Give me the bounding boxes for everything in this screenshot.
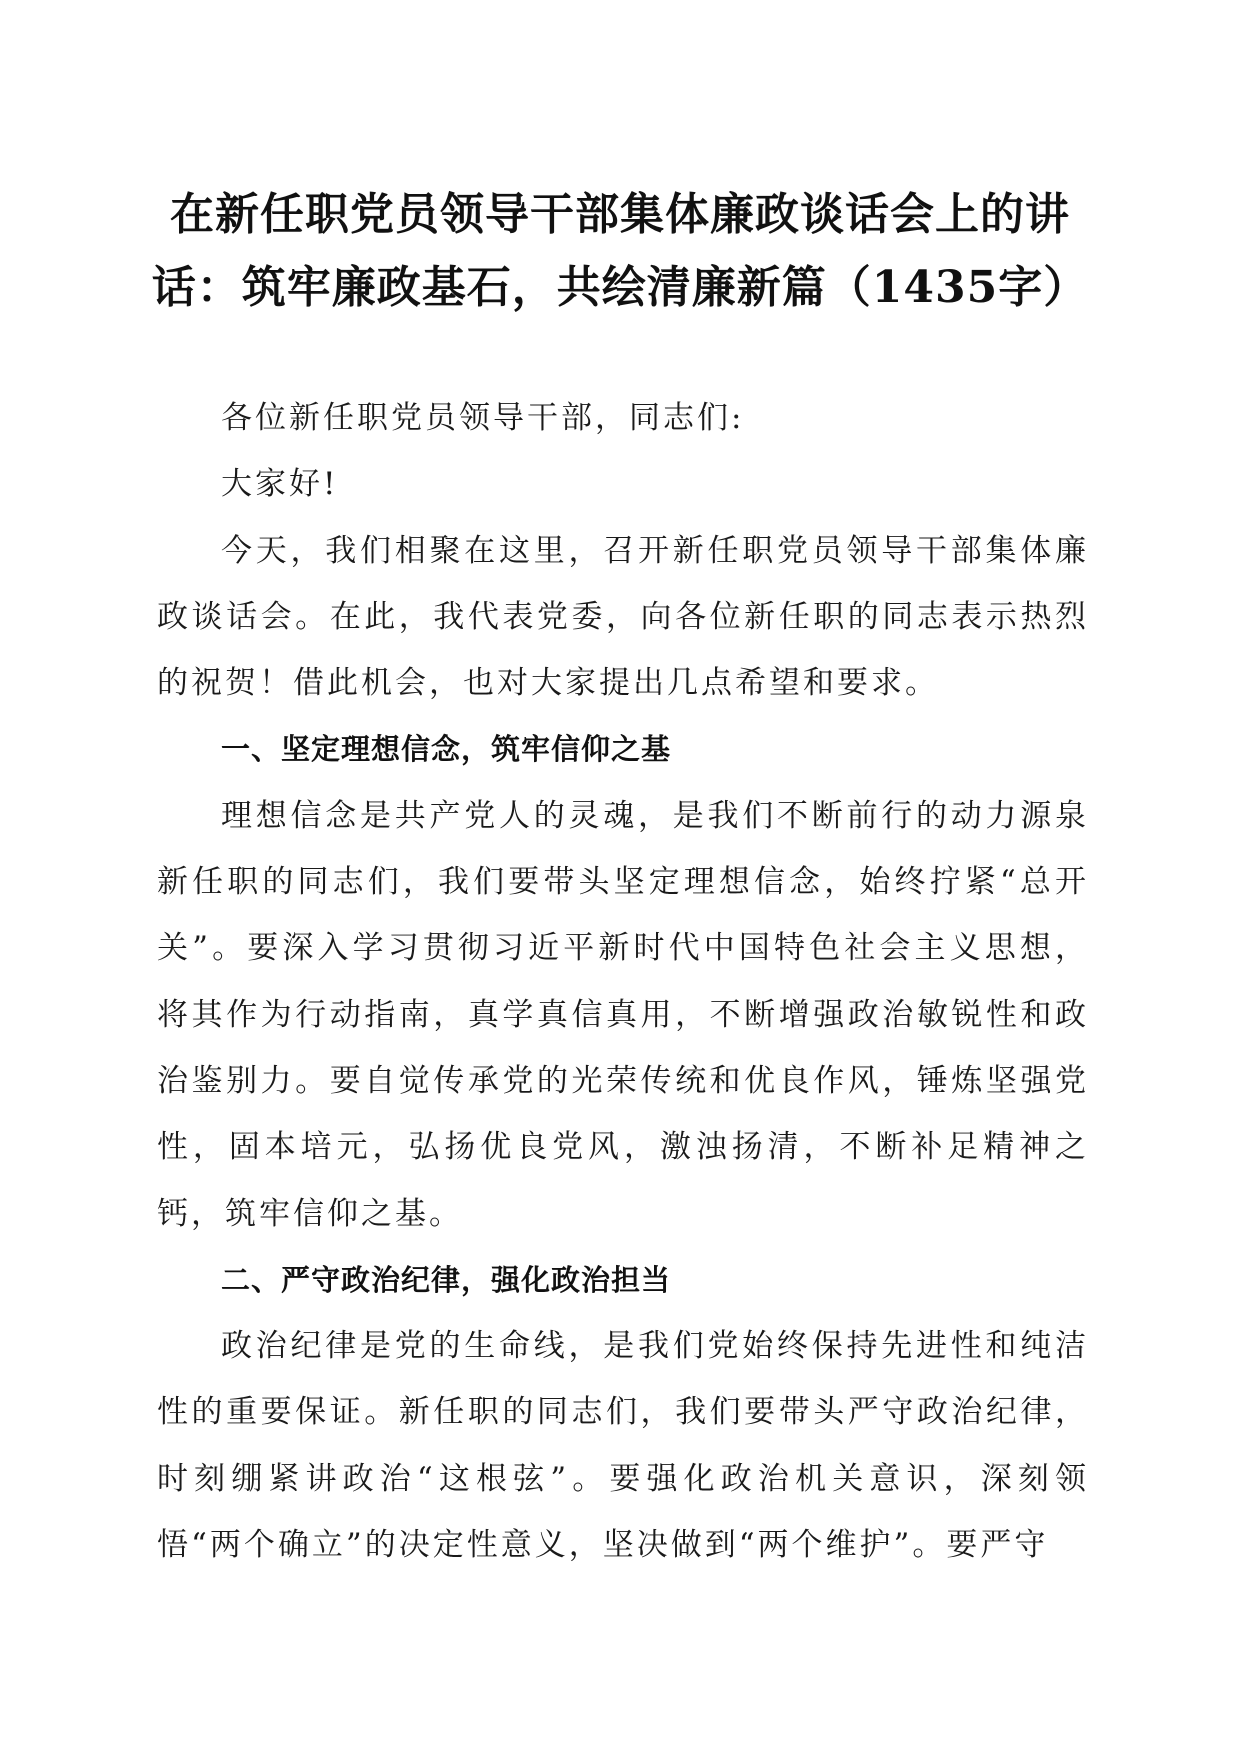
document-body bbox=[157, 385, 1089, 1578]
salutation: 各位新任职党员领导干部，同志们: bbox=[221, 400, 745, 436]
greeting: 大家好! bbox=[221, 466, 339, 503]
section-body-2: 政治纪律是党的生命线，是我们党始终保持先进性和纯洁性的重要保证。新任职的同志们，我们要带头严守政治纪律，时刻绷紧讲政治“这根弦”。要强化政治机关意识，深刻领悟“两个确立”的决定性意义，坚决做到“两个维护”。要严守 bbox=[157, 1328, 1089, 1564]
section-body-1: 理想信念是共产党人的灵魂，是我们不断前行的动力源泉新任职的同志们，我们要带头坚定理想信念，始终拧紧“总开关”。要深入学习贯彻习近平新时代中国特色社会主义思想，将其作为行动指南，真学真信真用，不断增强政治敏锐性和政治鉴别力。要自觉传承党的光荣传统和优良作风，锤炼坚强党性，固本培元，弘扬优良党风，激浊扬清，不断补足精神之钙，筑牢信仰之基。 bbox=[157, 797, 1089, 1232]
intro-paragraph: 今天，我们相聚在这里，召开新任职党员领导干部集体廉政谈话会。在此，我代表党委，向各位新任职的同志表示热烈的祝贺！借此机会，也对大家提出几点希望和要求。 bbox=[157, 532, 1089, 702]
document-title: 在新任职党员领导干部集体廉政谈话会上的讲话：筑牢廉政基石，共绘清廉新篇（1435字） bbox=[151, 189, 1089, 313]
section-heading-1: 一、坚定理想信念，筑牢信仰之基 bbox=[221, 732, 672, 767]
section-heading-2: 二、严守政治纪律，强化政治担当 bbox=[221, 1262, 672, 1297]
